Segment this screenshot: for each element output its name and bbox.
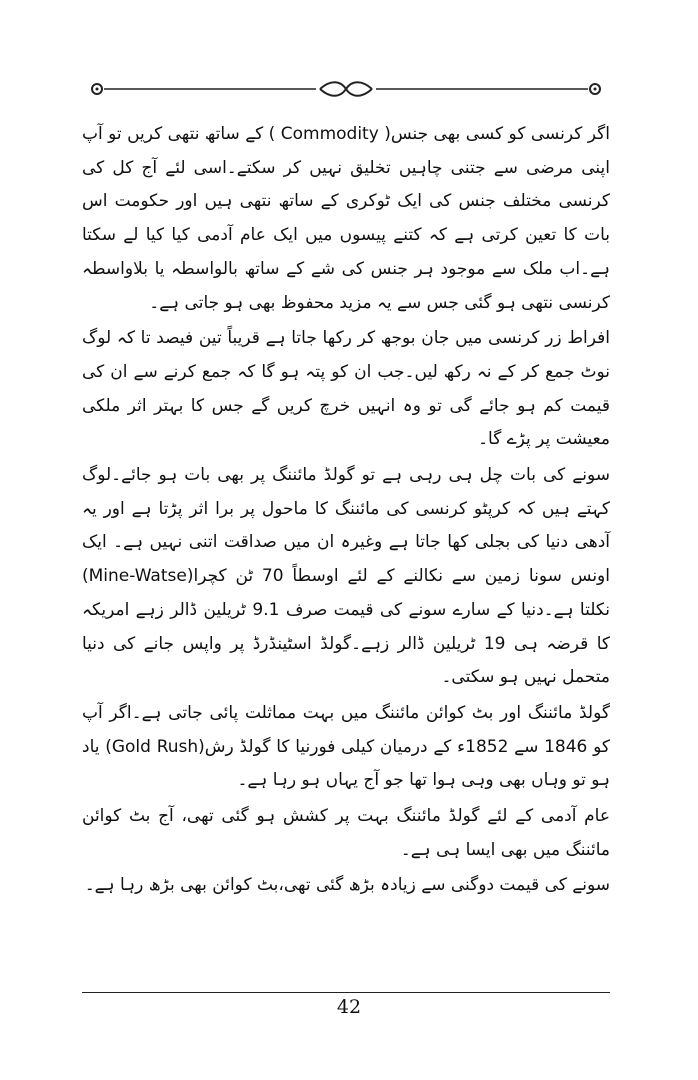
page-number: 42 xyxy=(336,996,362,1018)
paragraph-gold-mining: سونے کی بات چل ہی رہی ہے تو گولڈ مائننگ پر بھی بات ہو جائے۔لوگ کہتے ہیں کہ کرپٹو کرنسی کی مائننگ کا ماحول پر برا اثر پڑتا ہے اور یہ آدھی دنیا کی بجلی کھا جاتا ہے وغیرہ ان میں صداقت اتنی نہیں ہے۔ ایک اونس سونا زمین سے نکالنے کے لئے اوسطاً 70 ٹن کچرا(Mine-Watse) نکلتا ہے۔دنیا کے سارے سونے کی قیمت صرف 9.1 ٹریلین ڈالر زہے امریکہ کا قرضہ ہی 19 ٹریلین ڈالر زہے۔گولڈ اسٹینڈرڈ پر واپس جانے کی دنیا متحمل نہیں ہو سکتی۔ xyxy=(82,465,610,688)
paragraph-common-man: عام آدمی کے لئے گولڈ مائننگ بہت پر کشش ہو گئی تھی، آج بٹ کوائن مائننگ میں بھی ایسا ہی ہے۔ xyxy=(82,806,610,860)
paragraph-gold-rush: گولڈ مائننگ اور بٹ کوائن مائننگ میں بہت مماثلت پائی جاتی ہے۔اگر آپ کو 1846 سے 1852ء کے درمیان کیلی فورنیا کا گولڈ رش(Gold Rush) یاد ہو تو وہاں بھی وہی ہوا تھا جو آج یہاں ہو رہا ہے۔ xyxy=(82,702,610,791)
paragraph-gold-price: سونے کی قیمت دوگنی سے زیادہ بڑھ گئی تھی،بٹ کوائن بھی بڑھ رہا ہے۔ xyxy=(84,875,610,896)
footer-rule xyxy=(82,992,610,993)
header-ornament xyxy=(88,76,604,100)
page-body xyxy=(82,118,610,905)
paragraph-inflation: افراط زر کرنسی میں جان بوجھ کر رکھا جاتا ہے قریباً تین فیصد تا کہ لوگ نوٹ جمع کر کے نہ رکھ لیں۔جب ان کو پتہ ہو گا کہ جمع کرنے سے ان کی قیمت کم ہو جائے گی تو وہ انہیں خرچ کریں گے جس کا بہتر اثر ملکی معیشت پر پڑے گا۔ xyxy=(82,328,610,450)
paragraph-currency-commodity: اگر کرنسی کو کسی بھی جنس( Commodity ) کے ساتھ نتھی کریں تو آپ اپنی مرضی سے جتنی چاہیں تخلیق نہیں کر سکتے۔اسی لئے آج کل کی کرنسی مختلف جنس کی ایک ٹوکری کے ساتھ نتھی ہیں اور حکومت اس بات کا تعین کرتی ہے کہ کتنے پیسوں میں ایک عام آدمی کیا کیا لے سکتا ہے۔اب ملک سے موجود ہر جنس کی شے کے ساتھ بالواسطہ یا بلاواسطہ کرنسی نتھی ہو گئی جس سے یہ مزید محفوظ بھی ہو جاتی ہے۔ xyxy=(82,124,610,313)
